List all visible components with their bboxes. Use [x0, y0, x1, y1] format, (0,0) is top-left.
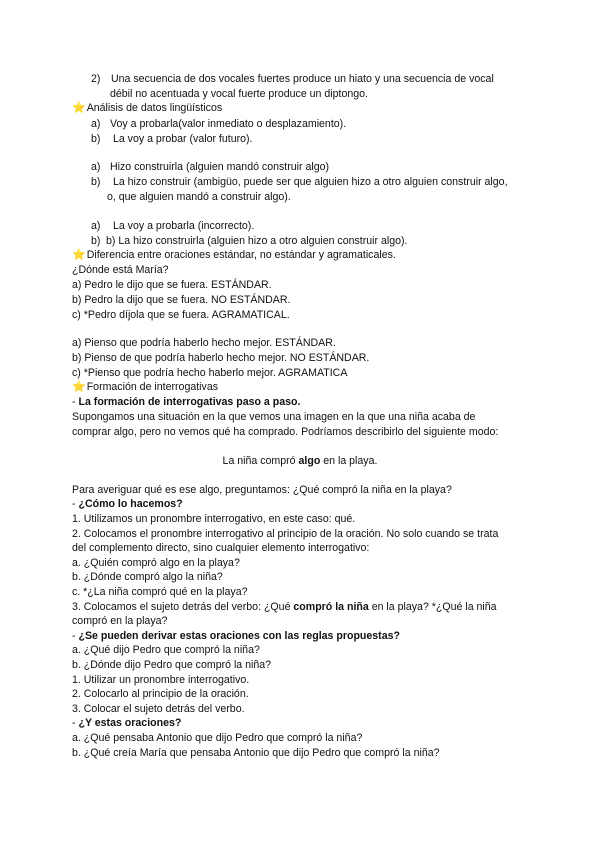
example-line: b. ¿Dónde dijo Pedro que compró la niña? [72, 659, 272, 671]
example-line: a. ¿Qué dijo Pedro que compró la niña? [72, 644, 260, 656]
subheading: - ¿Se pueden derivar estas oraciones con las reglas propuestas? [72, 630, 400, 642]
list-item: b) b) La hizo construirla (alguien hizo a otro alguien construir algo). [91, 235, 408, 247]
example-line: a) Pienso que podría haberlo hecho mejor. ESTÁNDAR. [72, 337, 336, 349]
step-line-continuation: compró en la playa? [72, 615, 168, 627]
example-line: c) *Pienso que podría hecho haberlo mejor. AGRAMATICA [72, 367, 348, 379]
step-line: 2. Colocamos el pronombre interrogativo al principio de la oración. No solo cuando se trata [72, 528, 499, 540]
example-line: c. *¿La niña compró qué en la playa? [72, 586, 248, 598]
subheading: - ¿Y estas oraciones? [72, 717, 182, 729]
list-item: a) La voy a probarla (incorrecto). [91, 220, 255, 232]
example-line: b. ¿Dónde compró algo la niña? [72, 571, 223, 583]
question-line: ¿Dónde está María? [72, 264, 169, 276]
example-line: c) *Pedro díjola que se fuera. AGRAMATICAL. [72, 309, 290, 321]
subheading: - La formación de interrogativas paso a paso. [72, 396, 301, 408]
list-item: b) La hizo construir (ambigüo, puede ser que alguien hizo a otro alguien construir algo, [91, 176, 508, 188]
centered-example: La niña compró algo en la playa. [222, 455, 378, 467]
example-line: b. ¿Qué creía María que pensaba Antonio que dijo Pedro que compró la niña? [72, 747, 440, 759]
step-line-continuation: del complemento directo, sino cualquier elemento interrogativo: [72, 542, 370, 554]
paragraph-line: comprar algo, pero no vemos qué ha comprado. Podríamos describirlo del siguiente modo: [72, 426, 499, 438]
section-heading: ⭐Diferencia entre oraciones estándar, no estándar y agramaticales. [72, 248, 396, 261]
example-line: a. ¿Qué pensaba Antonio que dijo Pedro que compró la niña? [72, 732, 363, 744]
example-line: a. ¿Quién compró algo en la playa? [72, 557, 240, 569]
step-line: 3. Colocamos el sujeto detrás del verbo: ¿Qué compró la niña en la playa? *¿Qué la niña [72, 601, 497, 613]
rule-line: 3. Colocar el sujeto detrás del verbo. [72, 703, 245, 715]
list-item: a) Hizo construirla (alguien mandó construir algo) [91, 161, 330, 173]
list-item-continuation: débil no acentuada y vocal fuerte produce un diptongo. [110, 88, 368, 100]
list-item: b) La voy a probar (valor futuro). [91, 133, 253, 145]
list-item: 2) Una secuencia de dos vocales fuertes produce un hiato y una secuencia de vocal [91, 73, 494, 85]
star-icon: ⭐ [72, 380, 86, 393]
list-item-continuation: o, que alguien mandó a construir algo). [107, 191, 291, 203]
star-icon: ⭐ [72, 248, 86, 261]
section-heading: ⭐Análisis de datos lingüísticos [72, 101, 223, 114]
example-line: a) Pedro le dijo que se fuera. ESTÁNDAR. [72, 279, 272, 291]
example-line: b) Pienso de que podría haberlo hecho mejor. NO ESTÁNDAR. [72, 352, 370, 364]
section-heading: ⭐Formación de interrogativas [72, 380, 219, 393]
rule-line: 1. Utilizar un pronombre interrogativo. [72, 674, 250, 686]
paragraph-line: Para averiguar qué es ese algo, preguntamos: ¿Qué compró la niña en la playa? [72, 484, 452, 496]
star-icon: ⭐ [72, 101, 86, 114]
rule-line: 2. Colocarlo al principio de la oración. [72, 688, 249, 700]
list-item: a) Voy a probarla(valor inmediato o desplazamiento). [91, 118, 347, 130]
subheading: - ¿Cómo lo hacemos? [72, 498, 183, 510]
paragraph-line: Supongamos una situación en la que vemos una imagen en la que una niña acaba de [72, 411, 476, 423]
example-line: b) Pedro la dijo que se fuera. NO ESTÁNDAR. [72, 294, 291, 306]
step-line: 1. Utilizamos un pronombre interrogativo, en este caso: qué. [72, 513, 356, 525]
